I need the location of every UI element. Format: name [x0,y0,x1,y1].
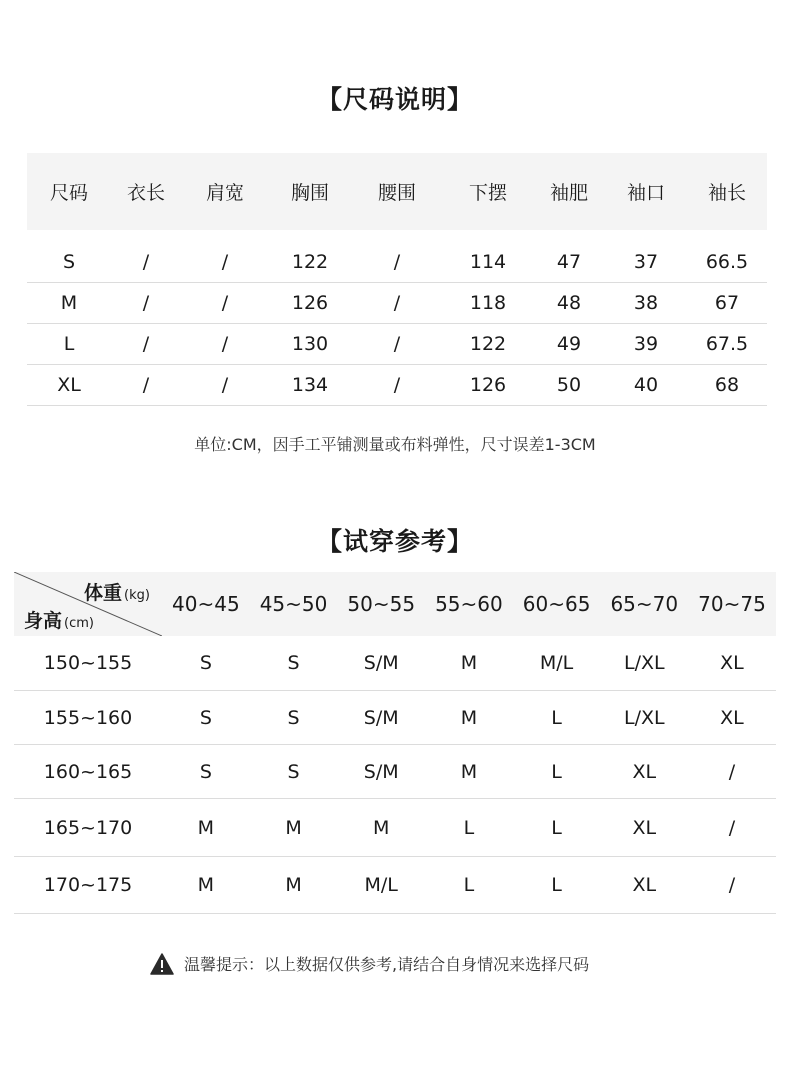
size-cell: 50 [556,374,582,396]
size-cell: S [62,251,76,273]
height-label: 身高 [24,610,63,632]
size-cell: / [142,333,150,355]
height-range-cell: 170~175 [43,874,133,896]
fit-size-cell: L [551,760,562,783]
height-range-cell: 150~155 [43,652,133,674]
size-header-cell: 尺码 [49,182,88,204]
size-cell: / [393,333,401,355]
height-header [24,606,94,633]
size-cell: / [393,251,401,273]
height-unit: (cm) [64,616,94,631]
fit-size-cell: L/XL [623,706,665,729]
size-section-title: 【尺码说明】 [316,85,473,114]
fit-size-cell: M [197,874,215,896]
weight-range-header: 40~45 [172,592,240,616]
fit-size-cell: S/M [363,760,399,783]
size-cell: 126 [291,292,329,314]
size-row [27,324,767,365]
fit-size-cell: / [728,874,736,896]
size-cell: 67.5 [705,333,749,355]
tip-bar [150,952,589,975]
weight-range-header: 45~50 [259,592,328,616]
size-row [27,242,767,283]
size-header-cell: 衣长 [126,182,165,204]
fit-size-cell: L [551,874,562,896]
height-range-cell: 155~160 [43,706,133,729]
size-cell: 47 [556,251,582,273]
size-cell: XL [57,374,81,396]
size-cell: 68 [714,374,740,396]
weight-range-header: 60~65 [522,592,591,616]
size-cell: 118 [469,292,507,314]
fit-size-cell: S/M [363,652,399,674]
size-cell: 49 [556,333,582,355]
fit-size-cell: M [373,816,390,839]
size-cell: / [221,374,229,396]
size-header-cell: 下摆 [468,182,507,204]
fit-size-cell: S/M [363,706,399,729]
size-cell: 67 [714,292,740,314]
fit-size-cell: XL [632,760,657,783]
size-cell: / [142,374,150,396]
size-cell: / [221,333,229,355]
fit-size-cell: M [460,706,478,729]
height-range-cell: 165~170 [43,816,133,839]
fit-size-cell: M [285,816,302,839]
fit-size-cell: XL [632,816,657,839]
size-cell: 37 [633,251,659,273]
corner-header [14,572,162,636]
fit-size-cell: S [199,652,212,674]
weight-range-header: 50~55 [347,592,416,616]
warning-icon [150,953,174,975]
fit-row [14,745,776,799]
size-header-cell: 肩宽 [205,182,244,204]
fit-table [14,572,776,914]
height-range-cell: 160~165 [43,760,133,783]
fit-size-cell: S [199,706,212,729]
weight-label: 体重 [84,582,123,604]
size-table-header [27,153,767,230]
size-row [27,365,767,406]
fit-row [14,691,776,745]
size-header-cell: 袖长 [707,182,746,204]
size-cell: / [221,251,229,273]
fit-size-cell: M [285,874,302,896]
weight-header [84,578,150,605]
fit-size-cell: XL [632,874,657,896]
fit-size-cell: / [728,760,736,783]
measurement-note: 单位:CM，因手工平铺测量或布料弹性，尺寸误差1-3CM [194,435,596,454]
weight-unit: (kg) [124,588,150,603]
fit-size-cell: S [199,760,212,783]
size-cell: 122 [291,251,329,273]
tip-text: 温馨提示：以上数据仅供参考,请结合自身情况来选择尺码 [184,955,590,974]
size-header-cell: 腰围 [377,182,416,204]
fit-size-cell: M [197,816,215,839]
size-cell: 40 [633,374,659,396]
fit-size-cell: / [728,816,736,839]
fit-size-cell: S [287,760,300,783]
fit-size-cell: S [287,706,300,729]
size-cell: 122 [469,333,507,355]
size-cell: 38 [633,292,659,314]
fit-size-cell: L/XL [623,652,665,674]
size-cell: 66.5 [705,251,749,273]
size-cell: / [142,251,150,273]
size-cell: 134 [291,374,329,396]
size-cell: 126 [469,374,507,396]
fit-size-cell: S [287,652,300,674]
fit-size-cell: XL [720,706,744,729]
fit-section-title: 【试穿参考】 [316,527,473,556]
fit-size-cell: L [463,874,475,896]
fit-size-cell: M [460,760,478,783]
size-cell: 114 [469,251,507,273]
size-header-cell: 胸围 [290,182,329,204]
size-header-cell: 袖肥 [549,182,588,204]
size-cell: / [221,292,229,314]
fit-row [14,799,776,857]
fit-size-cell: L [551,816,562,839]
size-table [27,153,767,406]
fit-table-header [14,572,776,636]
size-cell: / [142,292,150,314]
weight-range-header: 70~75 [698,592,766,616]
size-cell: / [393,292,401,314]
size-cell: M [60,292,78,314]
fit-size-cell: M/L [539,652,574,674]
size-cell: 48 [556,292,582,314]
weight-range-header: 55~60 [435,592,503,616]
size-cell: L [63,333,75,355]
fit-size-cell: M/L [364,874,398,896]
weight-range-header: 65~70 [610,592,679,616]
fit-size-cell: L [551,706,562,729]
fit-size-cell: L [463,816,475,839]
fit-row [14,857,776,914]
fit-size-cell: XL [720,652,744,674]
size-header-cell: 袖口 [626,182,665,204]
size-cell: 130 [291,333,329,355]
size-row [27,283,767,324]
size-cell: / [393,374,401,396]
fit-row [14,636,776,691]
fit-size-cell: M [460,652,478,674]
size-cell: 39 [633,333,659,355]
